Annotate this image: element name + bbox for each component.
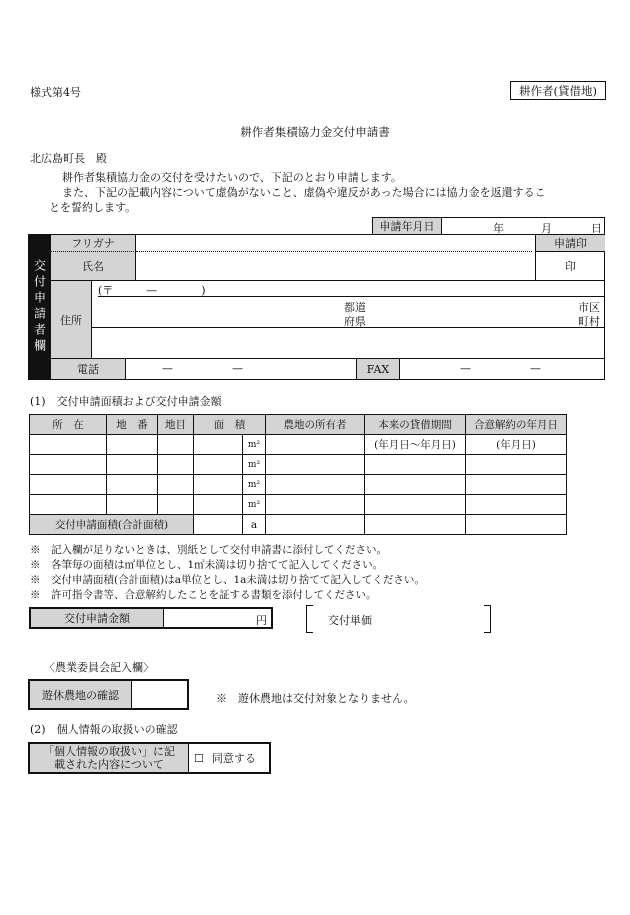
cell[interactable] <box>158 435 194 455</box>
col-owner: 農地の所有者 <box>266 415 365 435</box>
agree-checkbox[interactable]: ☐ <box>194 751 204 765</box>
name-field[interactable] <box>136 252 535 281</box>
seal-mark: 印 <box>565 260 576 273</box>
furigana-field[interactable] <box>136 235 532 252</box>
table-row[interactable] <box>30 475 567 495</box>
prefecture-suffix-top: 都道 <box>344 301 366 314</box>
total-row[interactable] <box>30 515 567 535</box>
date-month[interactable]: 月 <box>541 222 552 235</box>
privacy-agree-option[interactable] <box>194 744 256 772</box>
privacy-box <box>28 742 271 774</box>
amount-label: 交付申請金額 <box>31 609 164 627</box>
applicant-type-badge: 耕作者(貸借地) <box>510 81 606 100</box>
cell[interactable] <box>266 455 365 475</box>
cell[interactable] <box>466 475 567 495</box>
fax-dash-2: — <box>530 362 541 375</box>
section2-title: (2) 個人情報の取扱いの確認 <box>30 723 178 736</box>
table-row[interactable] <box>30 455 567 475</box>
intro-line-1: 耕作者集積協力金の交付を受けたいので、下記のとおり申請します。 <box>62 171 402 184</box>
phone-dash-1: — <box>162 362 173 375</box>
cell[interactable] <box>194 495 243 515</box>
col-termination-date: 合意解約の年月日 <box>466 415 567 435</box>
seal-header: 申請印 <box>535 235 605 252</box>
cell[interactable] <box>194 475 243 495</box>
cell <box>466 515 567 535</box>
cell[interactable] <box>194 435 243 455</box>
cell[interactable] <box>365 475 466 495</box>
name-label: 氏名 <box>51 252 136 281</box>
applicant-section <box>28 234 605 380</box>
cell[interactable] <box>30 455 107 475</box>
unit-price-bracket-left <box>306 605 313 633</box>
privacy-label <box>30 744 189 772</box>
note-4: ※ 許可指令書等、合意解約したことを証する書類を添付してください。 <box>30 589 377 601</box>
idle-check-field[interactable] <box>132 681 187 708</box>
fax-label: FAX <box>357 359 400 379</box>
notes <box>30 543 425 603</box>
date-year[interactable]: 年 <box>493 222 504 235</box>
date-day[interactable]: 日 <box>591 222 602 235</box>
amount-field[interactable] <box>164 609 271 627</box>
cell[interactable] <box>30 475 107 495</box>
cell[interactable] <box>266 475 365 495</box>
note-3: ※ 交付申請面積(合計面積)はa単位とし、1a未満は切り捨てて記入してください。 <box>30 574 425 586</box>
cell[interactable] <box>158 455 194 475</box>
total-area-label: 交付申請面積(合計面積) <box>30 515 194 535</box>
city-suffix-top: 市区 <box>578 301 600 314</box>
intro-line-3: とを誓約します。 <box>49 201 137 214</box>
seal-field[interactable] <box>535 252 605 281</box>
cell[interactable] <box>30 435 107 455</box>
page-title: 耕作者集積協力金交付申請書 <box>240 125 390 139</box>
unit-m2: m² <box>243 475 266 495</box>
unit-a: a <box>243 515 266 535</box>
furigana-label: フリガナ <box>51 235 136 252</box>
note-2: ※ 各筆毎の面積は㎡単位とし、1㎡未満は切り捨てて記入してください。 <box>30 559 384 571</box>
application-date-label: 申請年月日 <box>373 218 442 234</box>
col-location: 所 在 <box>30 415 107 435</box>
idle-note: ※ 遊休農地は交付対象となりません。 <box>216 692 415 705</box>
total-area-value[interactable] <box>194 515 243 535</box>
fax-dash-1: — <box>460 362 471 375</box>
cell[interactable] <box>107 455 158 475</box>
land-table <box>29 414 567 535</box>
cell[interactable] <box>365 495 466 515</box>
table-row[interactable] <box>30 435 567 455</box>
cell[interactable] <box>466 495 567 515</box>
land-table-header <box>30 415 567 435</box>
cell[interactable] <box>266 435 365 455</box>
postal-code[interactable]: (〒 — ) <box>98 282 604 297</box>
intro-line-2: また、下記の記載内容について虚偽がないこと、虚偽や違反があった場合には協力金を返還するこ <box>62 186 546 199</box>
cell <box>365 515 466 535</box>
unit-m2: m² <box>243 435 266 455</box>
committee-label: 〈農業委員会記入欄〉 <box>44 661 154 674</box>
applicant-side-label: 交付申請者欄 <box>29 235 51 379</box>
application-date-row <box>372 217 605 235</box>
idle-check-box <box>28 679 189 710</box>
cell[interactable] <box>194 455 243 475</box>
phone-label: 電話 <box>51 359 126 379</box>
section1-title: (1) 交付申請面積および交付申請金額 <box>30 395 222 408</box>
city-suffix-bottom: 町村 <box>578 315 600 328</box>
col-lease-period: 本来の貸借期間 <box>365 415 466 435</box>
address-label: 住所 <box>51 281 92 359</box>
amount-unit: 円 <box>256 614 267 627</box>
addressee: 北広島町長 殿 <box>30 152 107 165</box>
unit-m2: m² <box>243 455 266 475</box>
unit-price-label: 交付単価 <box>328 614 372 627</box>
cell[interactable] <box>107 495 158 515</box>
address-line-1[interactable] <box>92 297 604 328</box>
cell[interactable] <box>266 495 365 515</box>
privacy-label-line-1: 「個人情報の取扱い」に記 <box>43 745 175 758</box>
col-land-category: 地目 <box>158 415 194 435</box>
col-area: 面 積 <box>194 415 266 435</box>
amount-box <box>29 607 273 629</box>
form-number: 様式第4号 <box>30 86 81 99</box>
agree-label: 同意する <box>211 752 256 765</box>
cell <box>266 515 365 535</box>
cell[interactable] <box>107 475 158 495</box>
phone-dash-2: — <box>232 362 243 375</box>
termination-date-hint: (年月日) <box>466 435 567 455</box>
privacy-label-line-2: 載された内容について <box>54 758 164 771</box>
prefecture-suffix-bottom: 府県 <box>344 315 366 328</box>
lease-period-hint: (年月日～年月日) <box>365 435 466 455</box>
unit-m2: m² <box>243 495 266 515</box>
cell[interactable] <box>30 495 107 515</box>
note-1: ※ 記入欄が足りないときは、別紙として交付申請書に添付してください。 <box>30 544 387 556</box>
idle-check-label: 遊休農地の確認 <box>30 681 132 708</box>
col-lot-number: 地 番 <box>107 415 158 435</box>
cell[interactable] <box>365 455 466 475</box>
cell[interactable] <box>158 495 194 515</box>
fax-field[interactable] <box>400 359 604 379</box>
cell[interactable] <box>158 475 194 495</box>
cell[interactable] <box>107 435 158 455</box>
address-field[interactable] <box>92 281 604 359</box>
unit-price-bracket-right <box>484 605 491 633</box>
table-row[interactable] <box>30 495 567 515</box>
phone-field[interactable] <box>126 359 357 379</box>
cell[interactable] <box>466 455 567 475</box>
